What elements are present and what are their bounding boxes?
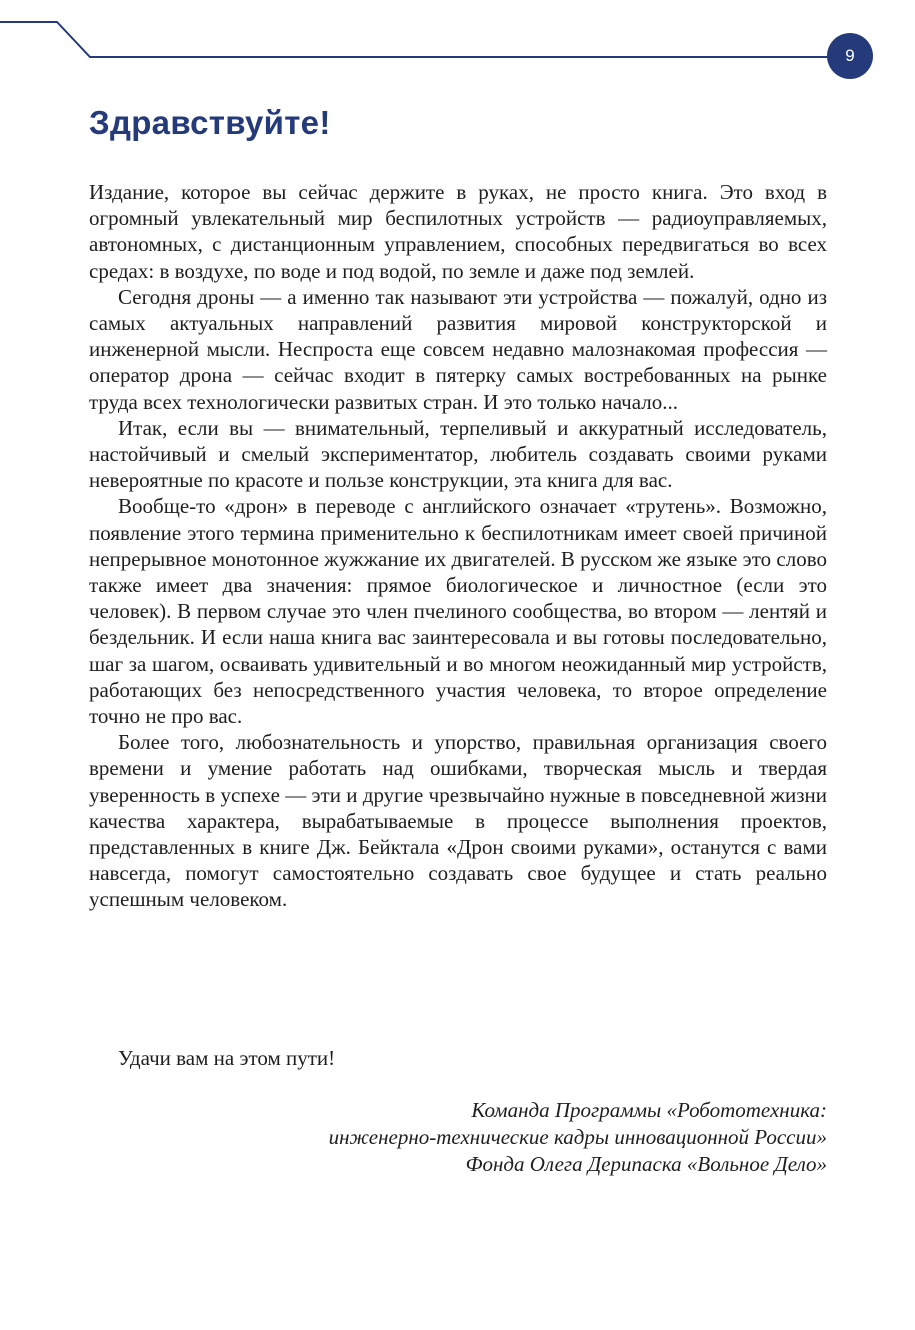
- paragraph-3: Итак, если вы — внимательный, терпеливый и аккуратный исследователь, настойчивый и смелый экспериментатор, любитель создавать своими руками невероятные по красоте и пользе конструкции, эта книга для вас.: [89, 415, 827, 493]
- paragraph-4: Вообще-то «дрон» в переводе с английского означает «трутень». Возможно, появление этого термина применительно к беспилотникам имеет своей причиной непрерывное монотонное жужжание их двигателей. В русском же языке это слово также имеет два значения: прямое биологическое и личностное (если это человек). В первом случае это член пчелиного сообщества, во втором — лентяй и бездельник. И если наша книга вас заинтересовала и вы готовы последовательно, шаг за шагом, осваивать удивительный и во многом неожиданный мир устройств, работающих без непосредственного участия человека, то второе определение точно не про вас.: [89, 494, 827, 729]
- header-rule: [0, 0, 915, 90]
- signature-line-1: Команда Программы «Робототехника:: [471, 1098, 827, 1122]
- paragraph-2: Сегодня дроны — а именно так называют эти устройства — пожалуй, одно из самых актуальных направлений развития мировой конструкторской и инженерной мысли. Неспроста еще совсем недавно малознакомая профессия — оператор дрона — сейчас входит в пятерку самых востребованных на рынке труда всех технологически развитых стран. И это только начало...: [89, 284, 827, 414]
- signature-line-3: Фонда Олега Дерипаска «Вольное Дело»: [465, 1152, 827, 1176]
- page-number-badge: 9: [827, 33, 873, 79]
- paragraph-1: Издание, которое вы сейчас держите в руках, не просто книга. Это вход в огромный увлекательный мир беспилотных устройств — радиоуправляемых, автономных, с дистанционным управлением, способных передвигаться во всех средах: в воздухе, по воде и под водой, по земле и даже под землей.: [89, 180, 827, 283]
- body-text: [89, 179, 827, 913]
- paragraph-5: Более того, любознательность и упорство, правильная организация своего времени и умение работать над ошибками, творческая мысль и твердая уверенность в успехе — эти и другие чрезвычайно нужные в повседневной жизни качества характера, вырабатываемые в процессе выполнения проектов, представленных в книге Дж. Бейктала «Дрон своими руками», останутся с вами навсегда, помогут самостоятельно создавать свое будущее и стать реально успешным человеком.: [89, 730, 827, 912]
- signature-line-2: инженерно-технические кадры инновационной России»: [328, 1125, 827, 1149]
- page-title: Здравствуйте!: [89, 104, 331, 141]
- closing-line: Удачи вам на этом пути!: [118, 1046, 336, 1070]
- header-rule-line: [0, 22, 850, 57]
- signature-block: [329, 1097, 827, 1178]
